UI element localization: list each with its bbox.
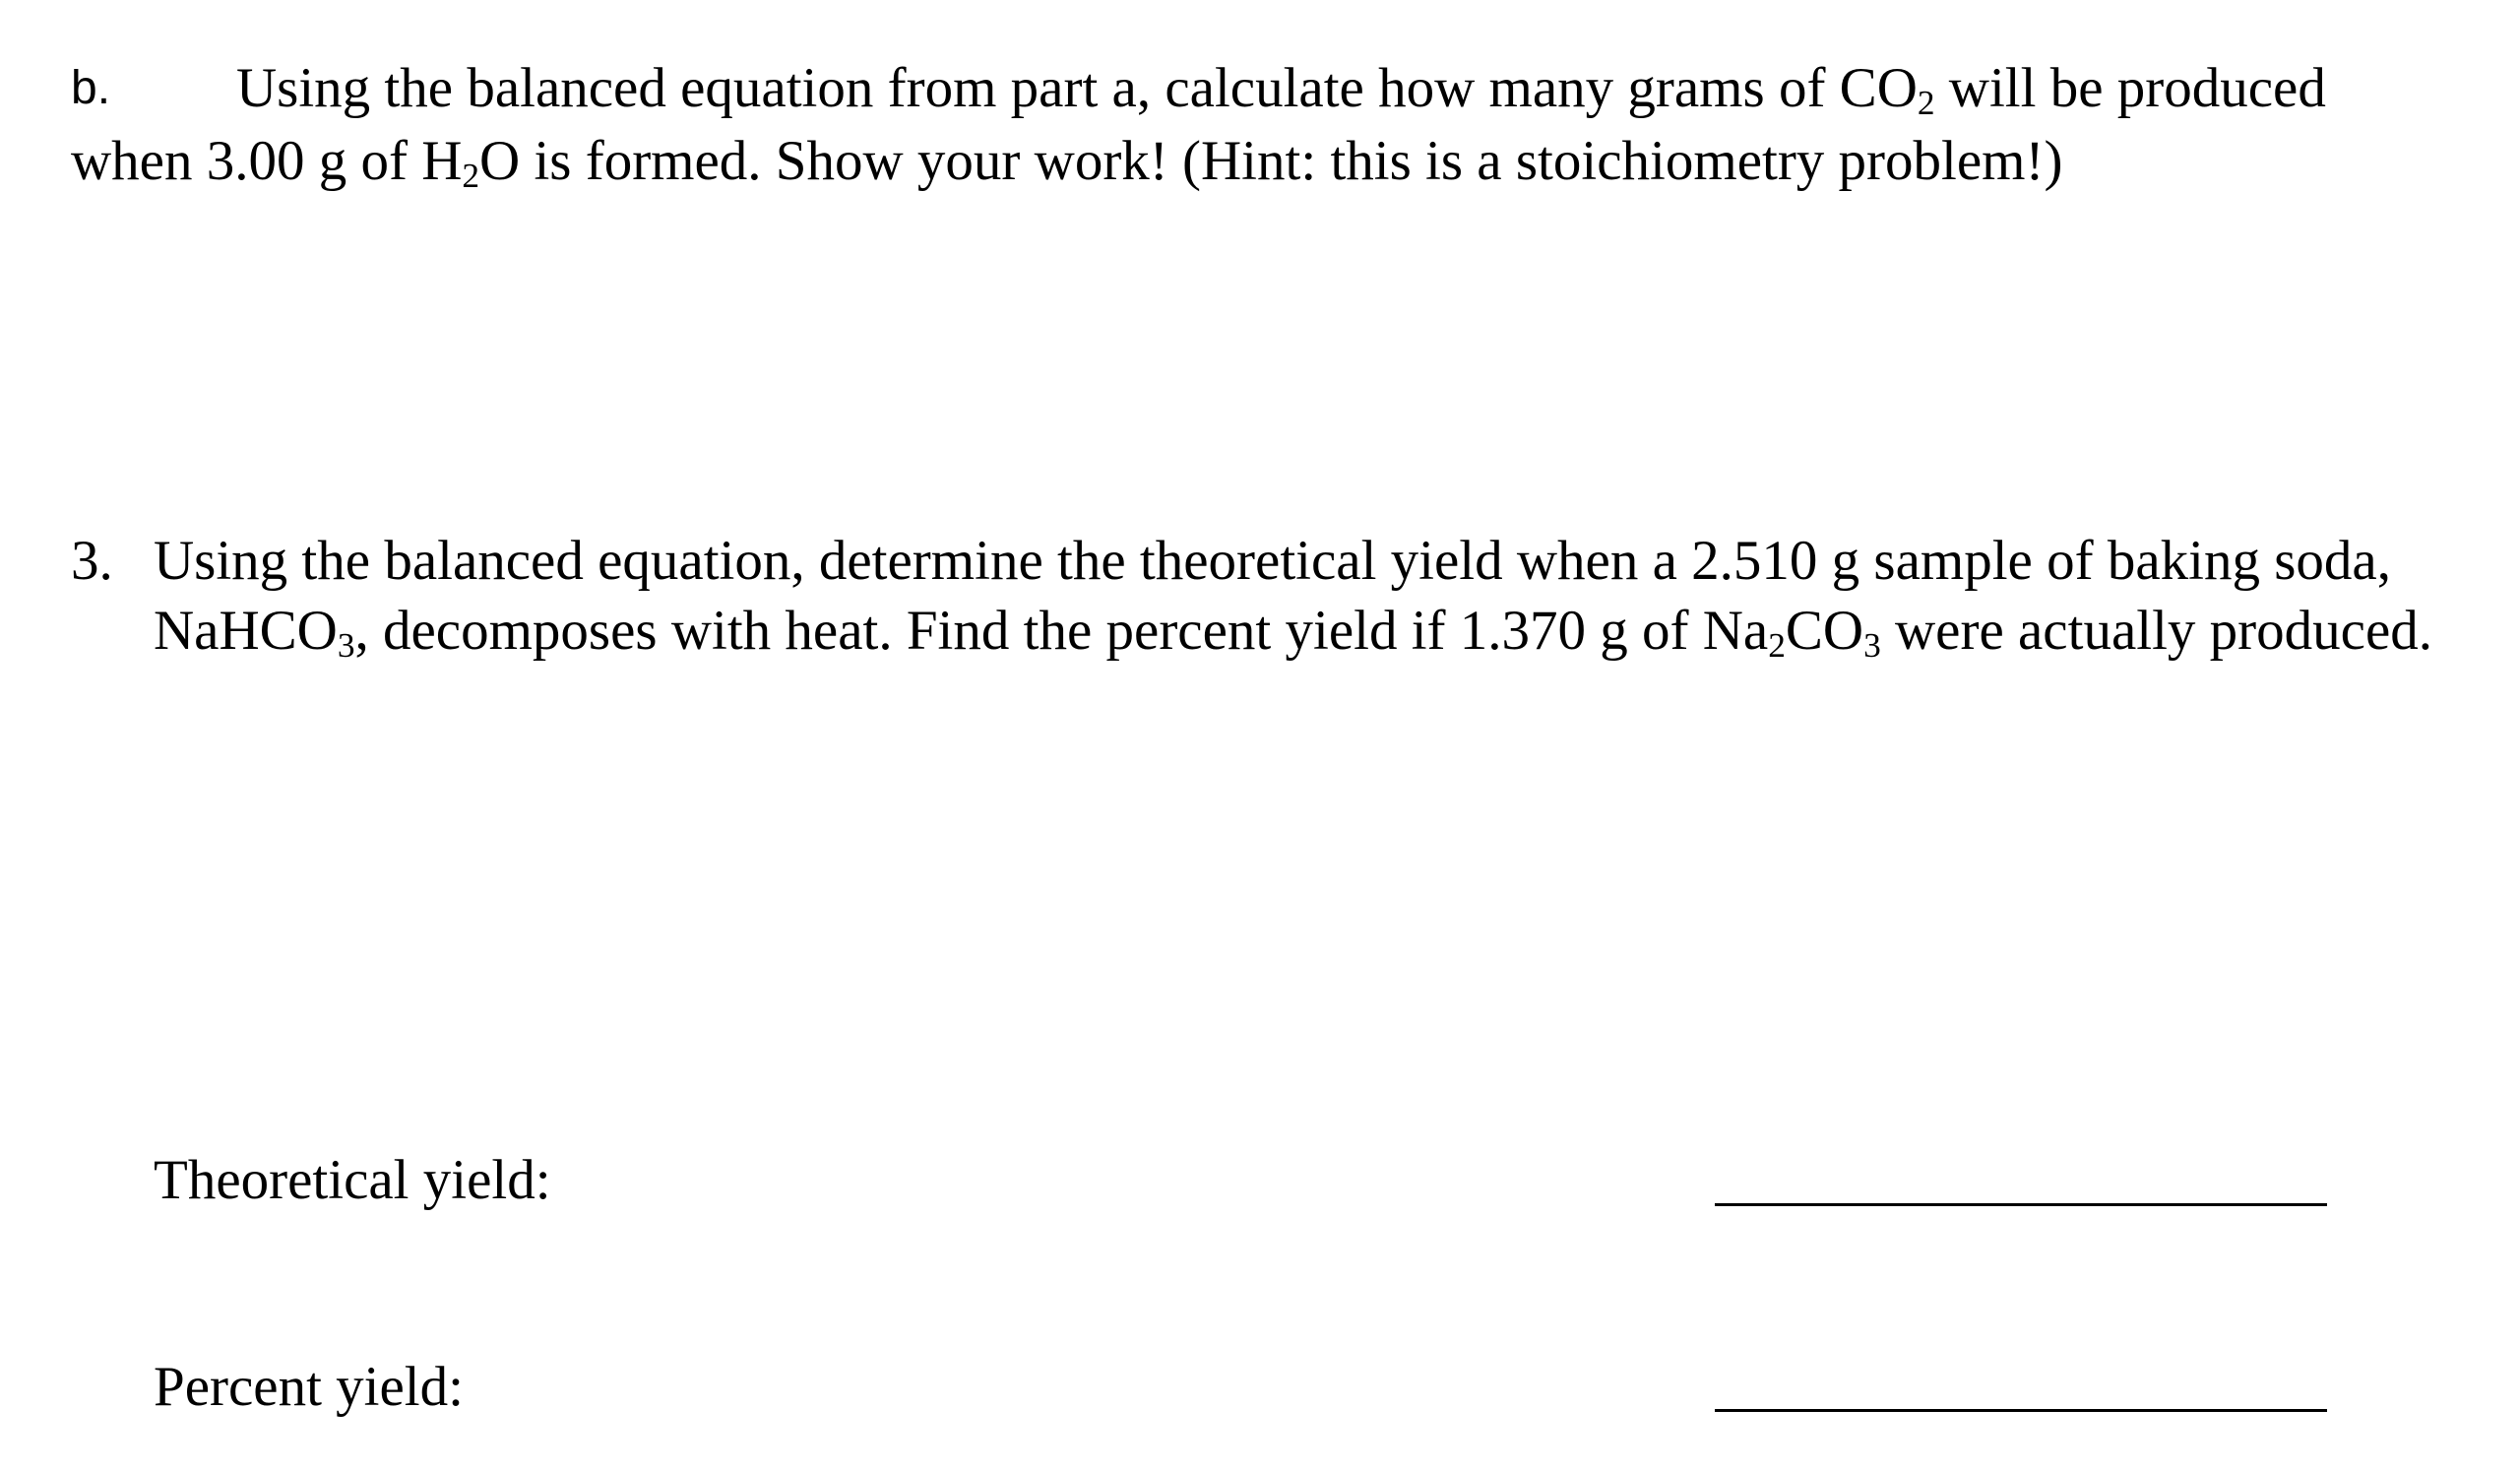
part-b-l1-text-end: will be produced: [1934, 57, 2326, 119]
question-3-l2-text: , decomposes with heat. Find the percent yield if 1.370 g of Na: [354, 600, 1769, 662]
na2-subscript: 2: [1768, 625, 1786, 665]
part-b-l2-text-end: O is formed. Show your work! (Hint: this is a stoichiometry problem!): [479, 130, 2063, 192]
question-3-l2-text-end: were actually produced.: [1880, 600, 2432, 662]
theoretical-yield-label: Theoretical yield:: [154, 1149, 551, 1211]
theoretical-yield-answer-line[interactable]: [1715, 1203, 2327, 1206]
question-3-line-2: [154, 596, 2432, 667]
co2-subscript: 2: [1917, 83, 1935, 122]
part-b-question-line-1: [236, 53, 2326, 124]
nahco3-text: NaHCO: [154, 600, 338, 662]
part-b-question-line-2: [71, 126, 2062, 197]
question-3-line-1: Using the balanced equation, determine the theoretical yield when a 2.510 g sample of baking soda,: [154, 530, 2391, 592]
co3-text: CO: [1785, 600, 1864, 662]
nahco3-subscript: 3: [337, 625, 355, 665]
percent-yield-label: Percent yield:: [154, 1356, 464, 1418]
question-3-number: 3.: [71, 530, 113, 592]
part-b-l1-text: Using the balanced equation from part a, calculate how many grams of CO: [236, 57, 1918, 119]
part-b-l2-text: when 3.00 g of H: [71, 130, 463, 192]
percent-yield-answer-line[interactable]: [1715, 1409, 2327, 1412]
part-b-marker: b.: [71, 62, 111, 114]
co3-subscript: 3: [1863, 625, 1881, 665]
h2o-subscript: 2: [462, 156, 480, 195]
